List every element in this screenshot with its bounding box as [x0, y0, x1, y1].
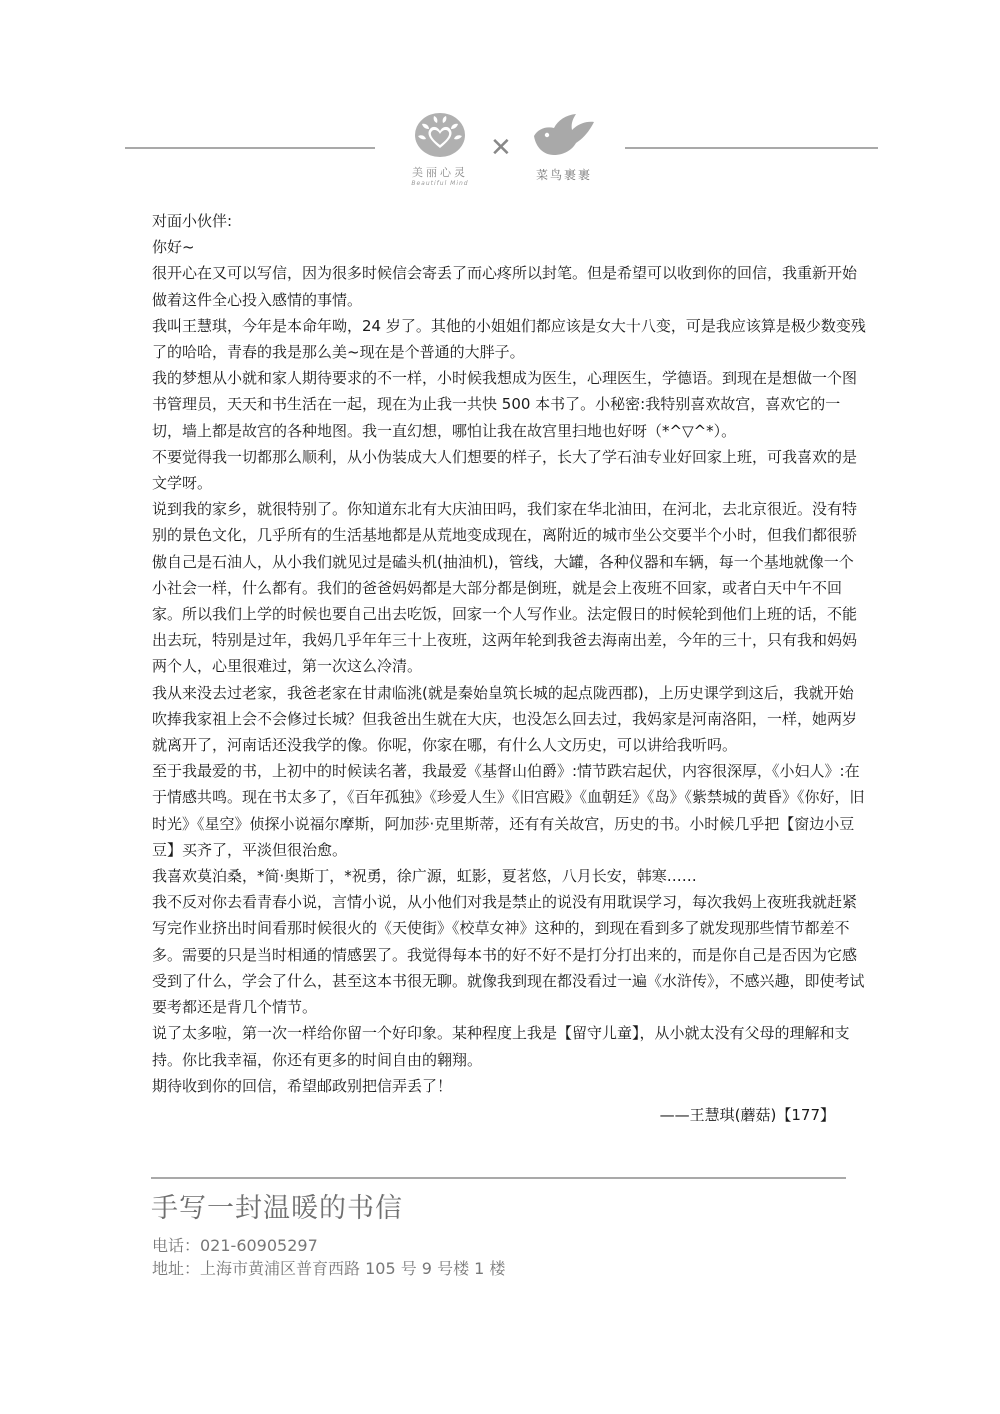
letter-paragraph: 说到我的家乡，就很特别了。你知道东北有大庆油田吗，我们家在华北油田，在河北，去北京很近。没有特别的景色文化，几乎所有的生活基地都是从荒地变成现在，离附近的城市坐公交要半个小时，但我们都很骄傲自己是石油人，从小我们就见过是磕头机(抽油机)，管线，大罐，各种仪器和车辆，每一个基地就像一个小社会一样，什么都有。我们的爸爸妈妈都是大部分都是倒班，就是会上夜班不回家，或者白天中午不回家。所以我们上学的时候也要自己出去吃饭，回家一个人写作业。法定假日的时候轮到他们上班的话，不能出去玩，特别是过年，我妈几乎年年三十上夜班，这两年轮到我爸去海南出差，今年的三十，只有我和妈妈两个人，心里很难过，第一次这么冷清。: [152, 500, 858, 676]
letter-body: [152, 208, 867, 1128]
letter-paragraph: 我不反对你去看青春小说，言情小说，从小他们对我是禁止的说没有用耽误学习，每次我妈上夜班我就赶紧写完作业挤出时间看那时候很火的《天使街》《校草女神》这种的，到现在看到多了就发现那些情节都差不多。需要的只是当时相通的情感罢了。我觉得每本书的好不好不是打分打出来的，而是你自己是否因为它感受到了什么，学会了什么，甚至这本书很无聊。就像我到现在都没看过一遍《水浒传》，不感兴趣，即使考试要考都还是背几个情节。: [152, 893, 865, 1017]
letter-paragraph: 我叫王慧琪，今年是本命年呦，24 岁了。其他的小姐姐们都应该是女大十八变，可是我应该算是极少数变残了的哈哈，青春的我是那么美~现在是个普通的大胖子。: [152, 316, 866, 362]
brand-left-name: 美丽心灵: [412, 166, 468, 179]
letter-paragraph: 你好~: [152, 238, 195, 257]
letter-paragraph: 说了太多啦，第一次一样给你留一个好印象。某种程度上我是【留守儿童】，从小就太没有父母的理解和支持。你比我幸福，你还有更多的时间自由的翱翔。: [152, 1024, 850, 1069]
collab-cross: ✕: [490, 133, 512, 163]
lotus-heart-icon: [412, 110, 468, 160]
letter-paragraph: 很开心在又可以写信，因为很多时候信会寄丢了而心疼所以封笔。但是希望可以收到你的回信，我重新开始做着这件全心投入感情的事情。: [152, 264, 858, 309]
letter-paragraph: 我的梦想从小就和家人期待要求的不一样，小时候我想成为医生，心理医生，学德语。到现在是想做一个图书管理员，天天和书生活在一起，现在为止我一共快 500 本书了。小秘密:我特别喜欢故宫，喜欢它的一切，墙上都是故宫的各种地图。我一直幻想，哪怕让我在故宫里扫地也好呀（*^▽^*）。: [152, 369, 858, 440]
letter-paragraph: 我喜欢莫泊桑，*简·奥斯丁，*祝勇，徐广源，虹影，夏茗悠，八月长安，韩寒……: [152, 867, 697, 886]
header-rule-right: [625, 147, 878, 149]
footer-rule: [151, 1177, 846, 1179]
brand-left-subtitle: Beautiful Mind: [411, 180, 469, 187]
header-rule-left: [125, 147, 375, 149]
cainiao-logo: [526, 110, 602, 183]
letter-paragraph: 不要觉得我一切都那么顺利，从小伪装成大人们想要的样子，长大了学石油专业好回家上班，可我喜欢的是文学呀。: [152, 447, 858, 493]
brand-right-name: 菜鸟裹裹: [535, 168, 592, 182]
letter-paragraph: 我从来没去过老家，我爸老家在甘肃临洮(就是秦始皇筑长城的起点陇西郡)，上历史课学到这后，我就开始吹捧我家祖上会不会修过长城？但我爸出生就在大庆，也没怎么回去过，我妈家是河南洛阳，一样，她两岁就离开了，河南话还没我学的像。你呢，你家在哪，有什么人文历史，可以讲给我听吗。: [152, 683, 858, 755]
footer-phone: 电话：021-60905297: [152, 1236, 318, 1255]
beautiful-mind-logo: [398, 110, 482, 187]
footer-title: 手写一封温暖的书信: [151, 1193, 403, 1224]
letter-paragraph: 至于我最爱的书，上初中的时候读名著，我最爱《基督山伯爵》:情节跌宕起伏，内容很深厚，《小妇人》:在于情感共鸣。现在书太多了，《百年孤独》《珍爱人生》《旧宫殿》《血朝廷》《岛》《紫禁城的黄昏》《你好，旧时光》《星空》侦探小说福尔摩斯，阿加莎·克里斯蒂，还有有关故宫，历史的书。小时候几乎把【窗边小豆豆】买齐了，平淡但很治愈。: [152, 762, 865, 859]
footer-address: 地址：上海市黄浦区普育西路 105 号 9 号楼 1 楼: [152, 1259, 506, 1278]
letter-paragraph: 对面小伙伴:: [152, 212, 233, 230]
letter-paragraph: 期待收到你的回信，希望邮政别把信弄丢了！: [152, 1076, 453, 1095]
bird-icon: [530, 110, 598, 162]
letter-signature: ——王慧琪(蘑菇)【177】: [659, 1105, 835, 1124]
